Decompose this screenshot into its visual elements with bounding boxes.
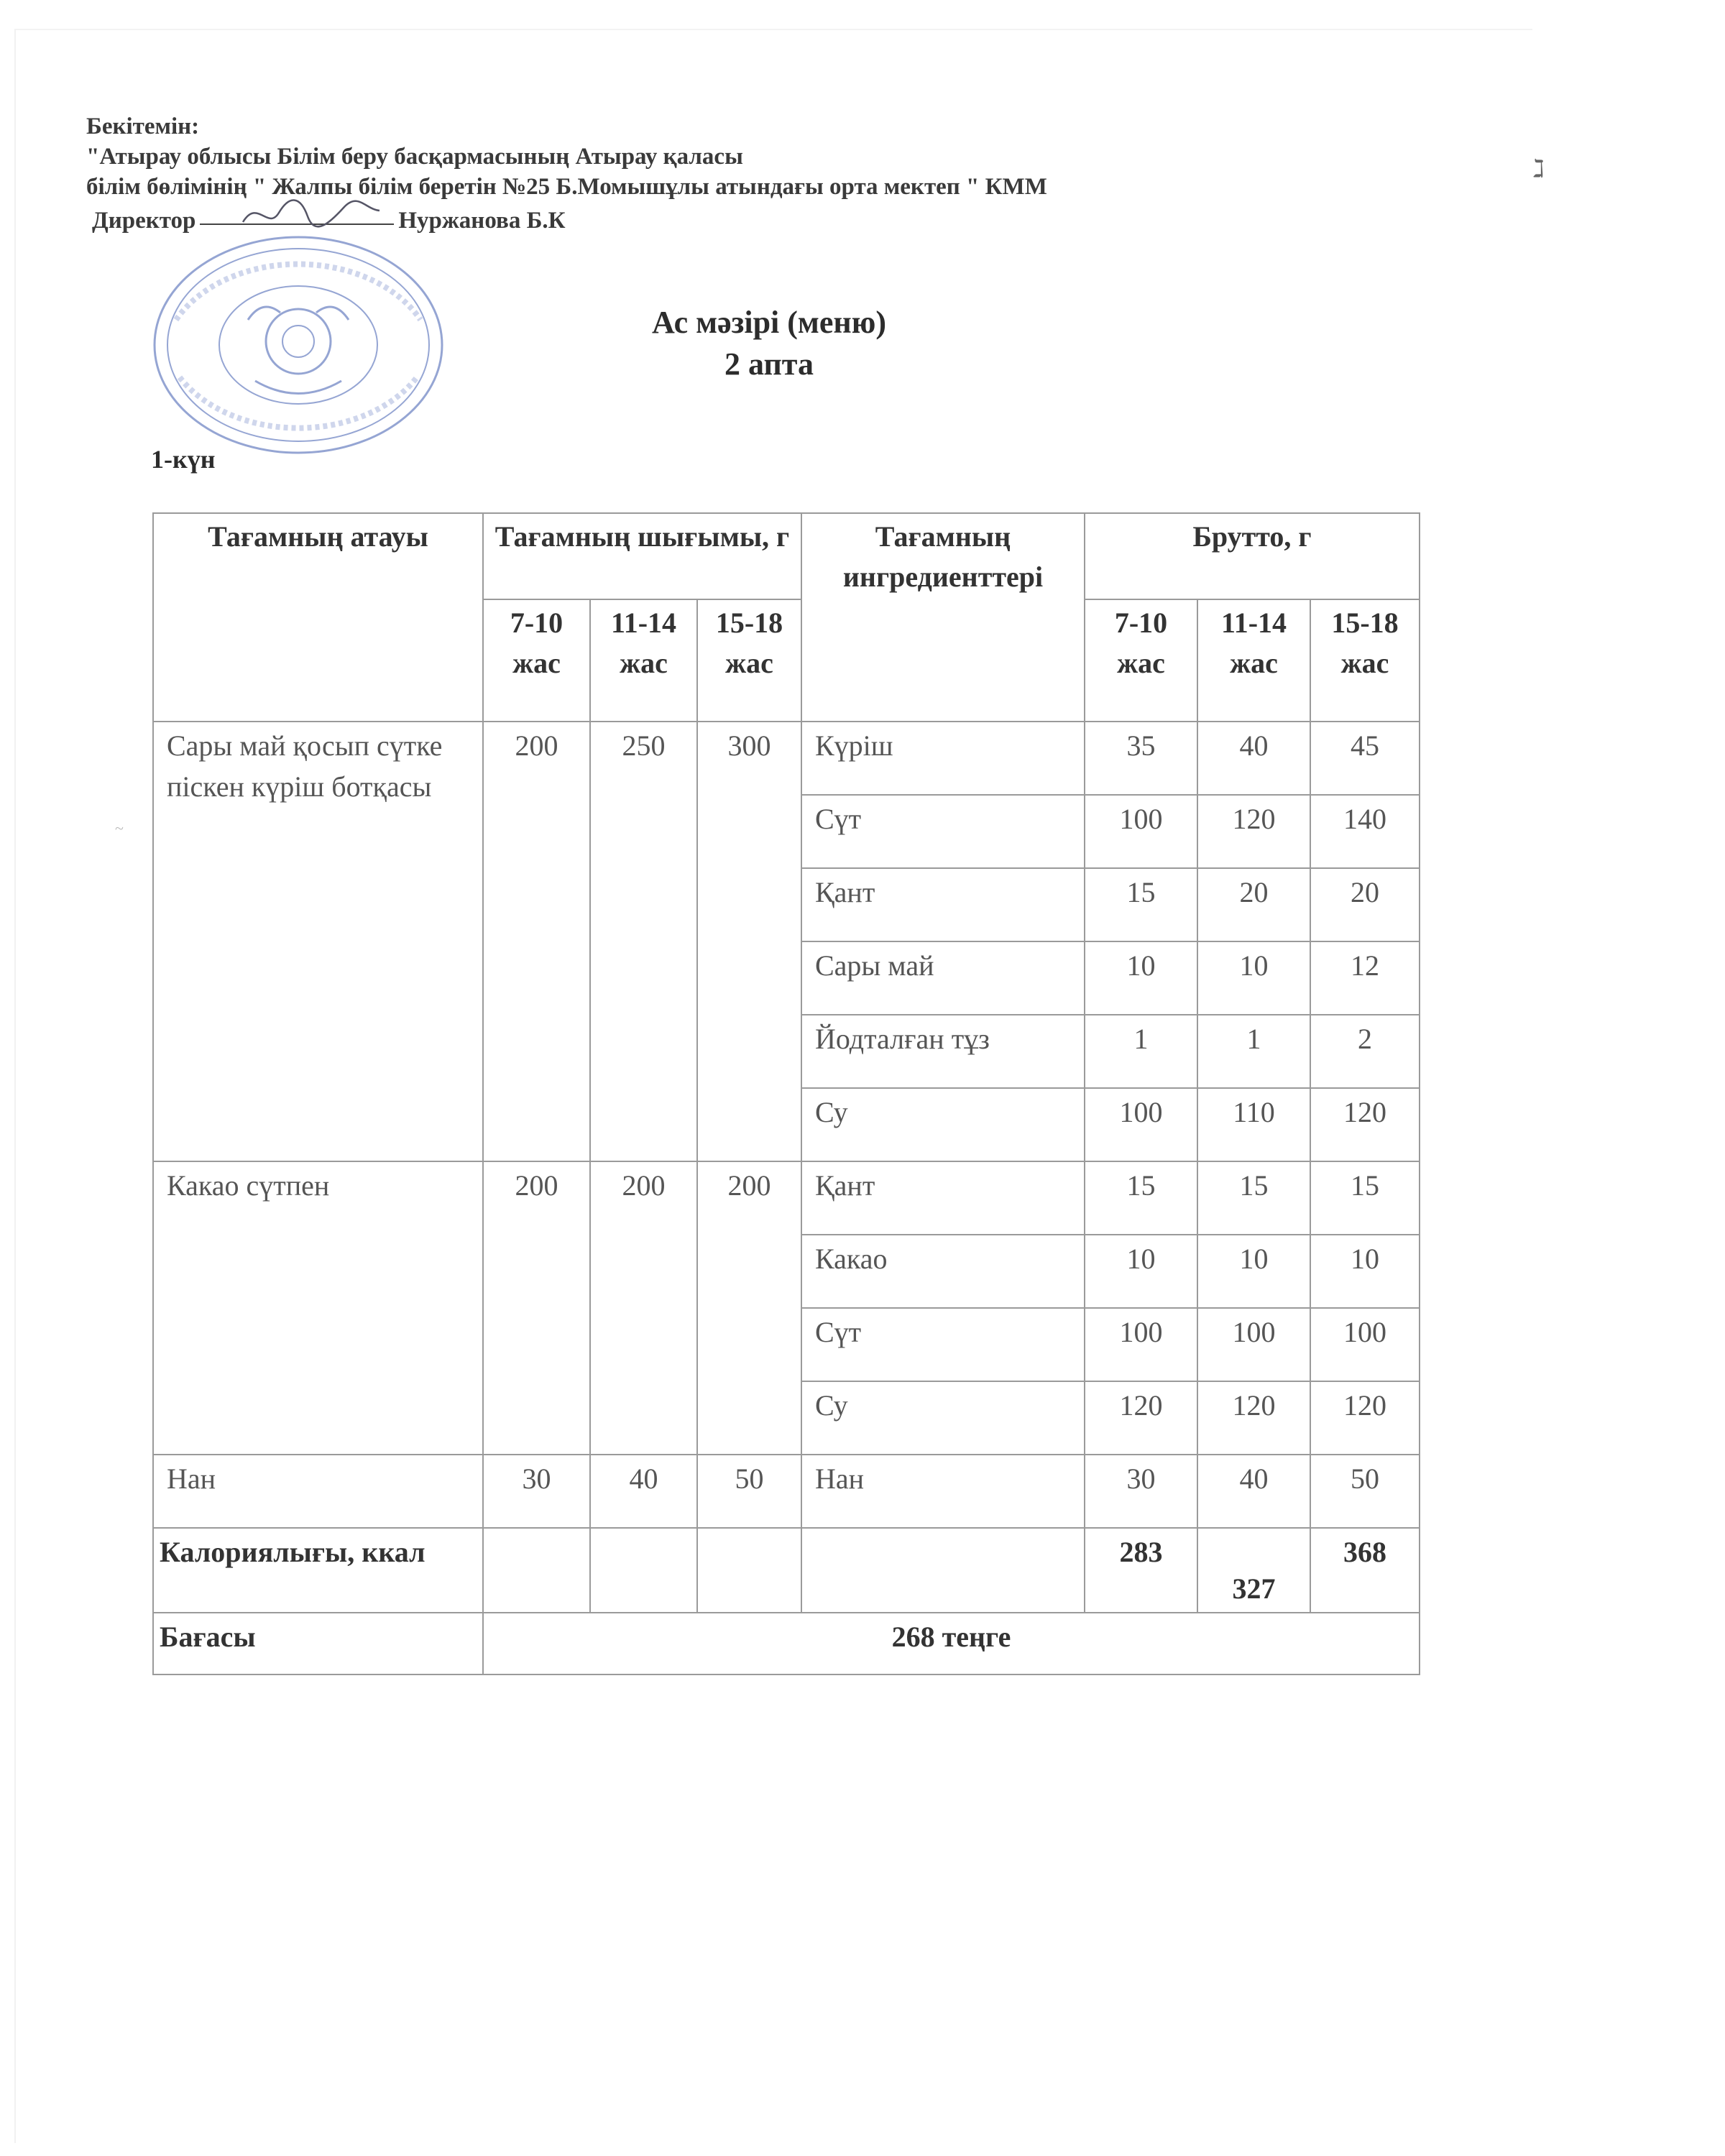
- dish-name: Какао сүтпен: [153, 1161, 483, 1455]
- brutto-value: 120: [1197, 1381, 1310, 1455]
- day-label: 1-күн: [151, 445, 216, 474]
- title-line-2: 2 апта: [724, 346, 814, 382]
- brutto-value: 20: [1197, 868, 1310, 941]
- empty-cell: [483, 1528, 590, 1613]
- calories-value: 283: [1085, 1528, 1197, 1613]
- brutto-value: 10: [1197, 941, 1310, 1015]
- calories-row: [153, 1528, 1420, 1613]
- header-dish-name: Тағамның атауы: [153, 513, 483, 722]
- header-brutto-age: 7-10 жас: [1085, 599, 1197, 722]
- price-row: [153, 1613, 1420, 1674]
- menu-table: [152, 512, 1420, 1675]
- calories-value: 327: [1197, 1528, 1310, 1613]
- yield-value: 40: [590, 1455, 697, 1528]
- margin-mark: ~: [115, 819, 124, 837]
- brutto-value: 30: [1085, 1455, 1197, 1528]
- empty-cell: [697, 1528, 801, 1613]
- brutto-value: 10: [1085, 1235, 1197, 1308]
- header-brutto-age: 11-14 жас: [1197, 599, 1310, 722]
- brutto-value: 110: [1197, 1088, 1310, 1161]
- ingredient-name: Қант: [801, 1161, 1085, 1235]
- brutto-value: 15: [1085, 1161, 1197, 1235]
- dish-name: Нан: [153, 1455, 483, 1528]
- empty-cell: [801, 1528, 1085, 1613]
- brutto-value: 120: [1310, 1381, 1420, 1455]
- ingredient-name: Су: [801, 1088, 1085, 1161]
- brutto-value: 10: [1310, 1235, 1420, 1308]
- header-ingredients: Тағамның ингредиенттері: [801, 513, 1085, 722]
- ingredient-name: Сүт: [801, 1308, 1085, 1381]
- brutto-value: 100: [1085, 1088, 1197, 1161]
- brutto-value: 20: [1310, 868, 1420, 941]
- brutto-value: 140: [1310, 795, 1420, 868]
- header-yield-age: 15-18 жас: [697, 599, 801, 722]
- empty-cell: [590, 1528, 697, 1613]
- header-brutto: Брутто, г: [1085, 513, 1420, 599]
- brutto-value: 100: [1085, 795, 1197, 868]
- approval-label: Бекітемін:: [86, 114, 200, 139]
- table-row: [153, 1455, 1420, 1528]
- brutto-value: 15: [1310, 1161, 1420, 1235]
- director-line: [92, 202, 1047, 236]
- ingredient-name: Сүт: [801, 795, 1085, 868]
- price-label: Бағасы: [153, 1613, 483, 1674]
- director-name: Нуржанова Б.К: [398, 208, 566, 234]
- brutto-value: 1: [1197, 1015, 1310, 1088]
- header-brutto-age: 15-18 жас: [1310, 599, 1420, 722]
- brutto-value: 100: [1197, 1308, 1310, 1381]
- yield-value: 200: [483, 722, 590, 1161]
- director-label: Директор: [92, 208, 196, 234]
- ingredient-name: Йодталған тұз: [801, 1015, 1085, 1088]
- brutto-value: 100: [1310, 1308, 1420, 1381]
- ingredient-name: Нан: [801, 1455, 1085, 1528]
- header-yield: Тағамның шығымы, г: [483, 513, 801, 599]
- brutto-value: 1: [1085, 1015, 1197, 1088]
- brutto-value: 40: [1197, 722, 1310, 795]
- organization-line-1: "Атырау облысы Білім беру басқармасының Атырау қаласы: [86, 144, 743, 170]
- scan-mark: ℷ: [1533, 156, 1545, 183]
- ingredient-name: Сары май: [801, 941, 1085, 1015]
- brutto-value: 2: [1310, 1015, 1420, 1088]
- yield-value: 250: [590, 722, 697, 1161]
- ingredient-name: Какао: [801, 1235, 1085, 1308]
- brutto-value: 10: [1197, 1235, 1310, 1308]
- ingredient-name: Су: [801, 1381, 1085, 1455]
- yield-value: 200: [483, 1161, 590, 1455]
- yield-value: 50: [697, 1455, 801, 1528]
- header-yield-age: 7-10 жас: [483, 599, 590, 722]
- brutto-value: 12: [1310, 941, 1420, 1015]
- yield-value: 200: [590, 1161, 697, 1455]
- brutto-value: 40: [1197, 1455, 1310, 1528]
- yield-value: 30: [483, 1455, 590, 1528]
- brutto-value: 50: [1310, 1455, 1420, 1528]
- calories-value: 368: [1310, 1528, 1420, 1613]
- ingredient-name: Күріш: [801, 722, 1085, 795]
- calories-label: Калориялығы, ккал: [153, 1528, 483, 1613]
- brutto-value: 35: [1085, 722, 1197, 795]
- approval-header: [86, 111, 1047, 236]
- yield-value: 300: [697, 722, 801, 1161]
- brutto-value: 15: [1197, 1161, 1310, 1235]
- ingredient-name: Қант: [801, 868, 1085, 941]
- table-row: [153, 1161, 1420, 1235]
- dish-name: Сары май қосып сүтке піскен күріш ботқасы: [153, 722, 483, 1161]
- brutto-value: 10: [1085, 941, 1197, 1015]
- page-title: [0, 302, 1538, 385]
- brutto-value: 120: [1310, 1088, 1420, 1161]
- signature: [200, 202, 394, 225]
- yield-value: 200: [697, 1161, 801, 1455]
- brutto-value: 15: [1085, 868, 1197, 941]
- brutto-value: 45: [1310, 722, 1420, 795]
- header-yield-age: 11-14 жас: [590, 599, 697, 722]
- organization-line-2: білім бөлімінің " Жалпы білім беретін №25 Б.Момышұлы атындағы орта мектеп " КММ: [86, 174, 1047, 200]
- brutto-value: 100: [1085, 1308, 1197, 1381]
- table-row: [153, 722, 1420, 795]
- price-value: 268 теңге: [483, 1613, 1420, 1674]
- brutto-value: 120: [1197, 795, 1310, 868]
- title-line-1: Ас мәзірі (меню): [651, 305, 887, 340]
- brutto-value: 120: [1085, 1381, 1197, 1455]
